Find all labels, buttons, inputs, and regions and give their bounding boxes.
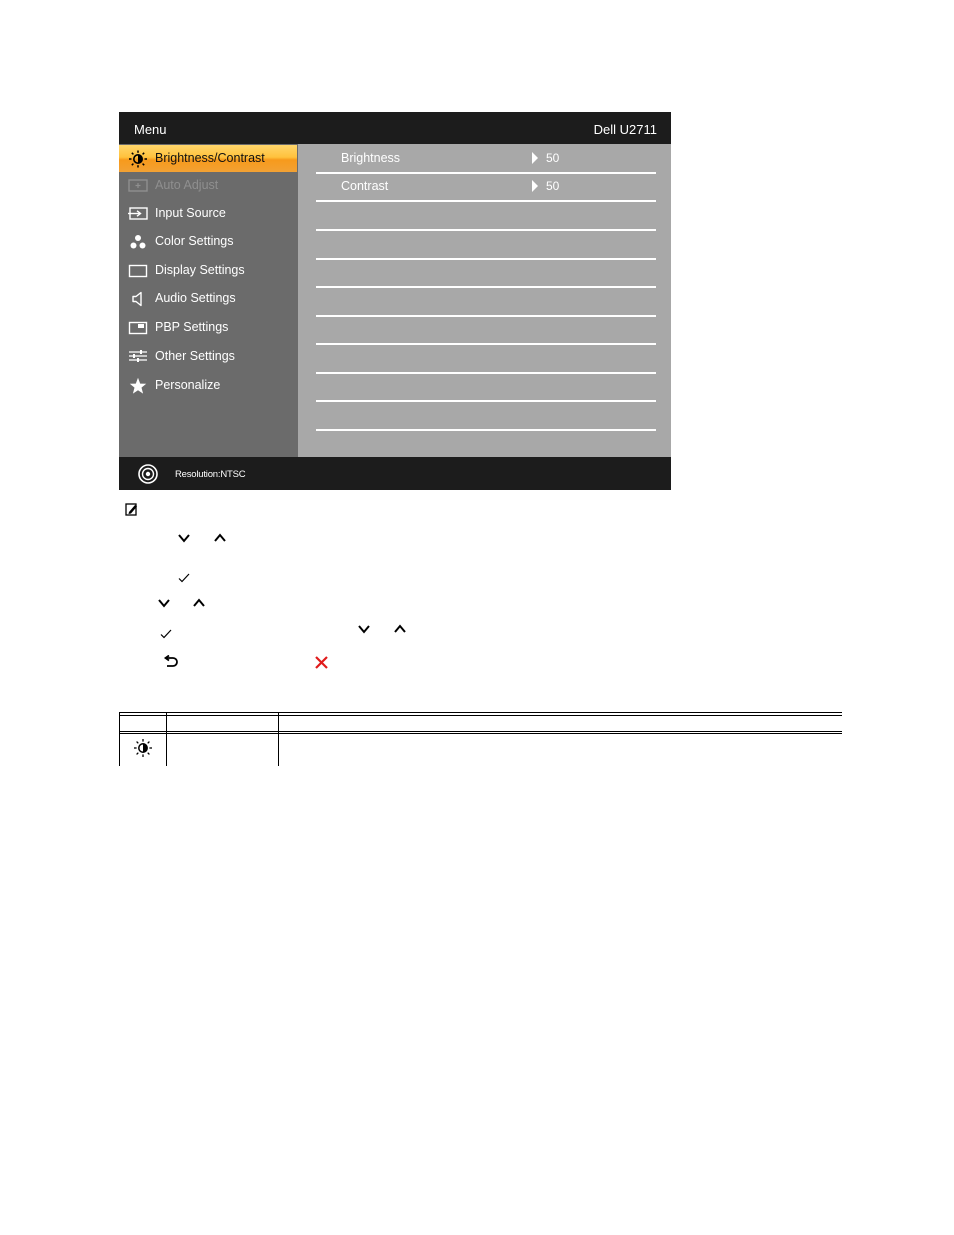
setting-row-brightness[interactable] [316,144,656,174]
osd-submenu-panel [298,144,671,457]
checkmark-icon [160,626,172,644]
note-icon [125,503,138,521]
menu-item-color-settings[interactable] [119,228,298,255]
back-icon [163,655,179,675]
star-icon [127,377,149,394]
up-arrow-icon [213,531,227,549]
down-arrow-icon [157,596,171,614]
menu-item-other-settings[interactable] [119,343,298,370]
brightness-contrast-icon [127,150,149,167]
setting-name: Brightness [341,151,401,165]
menu-item-display-settings[interactable] [119,257,298,284]
empty-setting-row [316,201,656,231]
dell-logo-icon [137,463,159,485]
close-icon [314,655,329,675]
menu-item-label: Other Settings [155,349,235,363]
setting-name: Contrast [341,179,389,193]
sliders-icon [127,348,149,365]
menu-item-brightness-contrast[interactable] [119,145,297,172]
menu-item-audio-settings[interactable] [119,285,298,312]
speaker-icon [127,290,149,307]
menu-item-auto-adjust[interactable] [119,172,298,199]
display-settings-icon [127,262,149,279]
right-arrow-icon [532,152,538,164]
setting-row-contrast[interactable] [316,172,656,202]
resolution-status: Resolution:NTSC [175,469,246,480]
menu-item-pbp-settings[interactable] [119,314,298,341]
setting-value: 50 [546,151,560,165]
menu-item-label: Input Source [155,206,226,220]
menu-item-personalize[interactable] [119,372,298,399]
menu-item-label: Display Settings [155,263,245,277]
menu-item-label: PBP Settings [155,320,229,334]
menu-description-table [119,712,842,766]
menu-item-label: Brightness/Contrast [155,151,265,165]
osd-title: Menu [134,122,167,137]
checkmark-icon [178,570,190,588]
empty-setting-row [316,258,656,288]
menu-item-label: Personalize [155,378,221,392]
color-settings-icon [127,233,149,250]
empty-setting-row [316,372,656,402]
monitor-model: Dell U2711 [593,122,657,137]
empty-setting-row [316,230,656,260]
osd-main-menu [119,144,298,457]
menu-item-input-source[interactable] [119,200,298,227]
osd-footer [119,457,671,490]
menu-item-label: Audio Settings [155,291,236,305]
setting-value: 50 [546,179,560,193]
down-arrow-icon [357,622,371,640]
osd-header [119,112,671,144]
brightness-icon [132,738,154,763]
right-arrow-icon [532,180,538,192]
up-arrow-icon [393,622,407,640]
pbp-icon [127,319,149,336]
empty-setting-row [316,344,656,374]
input-source-icon [127,205,149,222]
menu-item-label: Auto Adjust [155,178,219,192]
empty-setting-row [316,315,656,345]
down-arrow-icon [177,531,191,549]
empty-setting-row [316,401,656,431]
auto-adjust-icon [127,177,149,194]
up-arrow-icon [192,596,206,614]
empty-setting-row [316,287,656,317]
osd-menu-screenshot [119,112,671,490]
menu-item-label: Color Settings [155,234,234,248]
